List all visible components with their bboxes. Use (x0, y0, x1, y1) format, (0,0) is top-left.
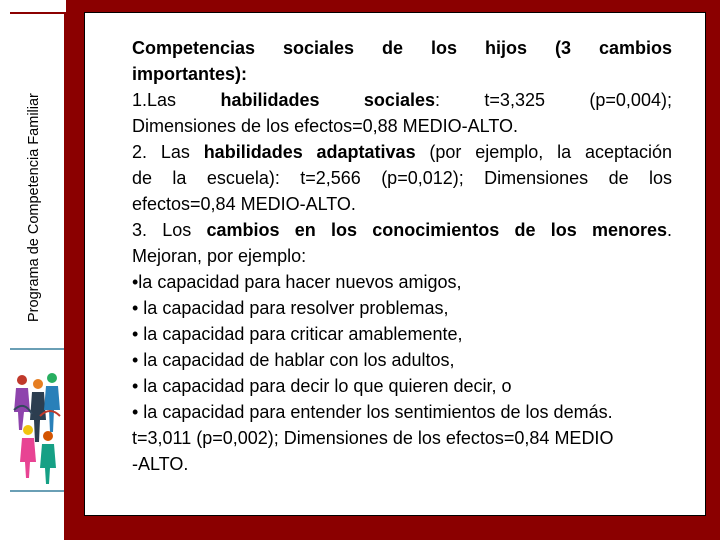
bullet-item: • la capacidad para entender los sentimientos de los demás. (132, 402, 613, 422)
item-3-line-2: Mejoran, por ejemplo: (132, 246, 307, 266)
closing-line-1: t=3,011 (p=0,002); Dimensiones de los efectos=0,84 MEDIO (132, 428, 614, 448)
item-1-line-1: 1.Las habilidades sociales: t=3,325 (p=0,004); (132, 90, 672, 110)
slide-body-text (132, 35, 672, 477)
item-2-line-3: efectos=0,84 MEDIO-ALTO. (132, 194, 356, 214)
heading-line-1: Competencias sociales de los hijos (3 cambios (132, 38, 672, 58)
family-figures-icon (10, 350, 64, 490)
bullet-item: • la capacidad para resolver problemas, (132, 298, 449, 318)
closing-line-2: -ALTO. (132, 454, 189, 474)
left-top-rule (10, 12, 66, 14)
item-1-line-2: Dimensiones de los efectos=0,88 MEDIO-ALTO. (132, 116, 519, 136)
bullet-item: • la capacidad de hablar con los adultos, (132, 350, 455, 370)
bullet-item: • la capacidad para criticar amablemente, (132, 324, 463, 344)
program-vertical-title: Programa de Competencia Familiar (26, 93, 42, 322)
item-2-line-2: de la escuela): t=2,566 (p=0,012); Dimensiones de los (132, 168, 672, 188)
left-panel (0, 0, 66, 540)
heading-line-2: importantes): (132, 64, 248, 84)
item-3-line-1: 3. Los cambios en los conocimientos de los menores. (132, 220, 672, 240)
program-logo (10, 348, 64, 492)
bullet-item: • la capacidad para decir lo que quieren decir, o (132, 376, 512, 396)
item-2-line-1: 2. Las habilidades adaptativas (por ejemplo, la aceptación (132, 142, 673, 162)
bullet-item: •la capacidad para hacer nuevos amigos, (132, 272, 462, 292)
